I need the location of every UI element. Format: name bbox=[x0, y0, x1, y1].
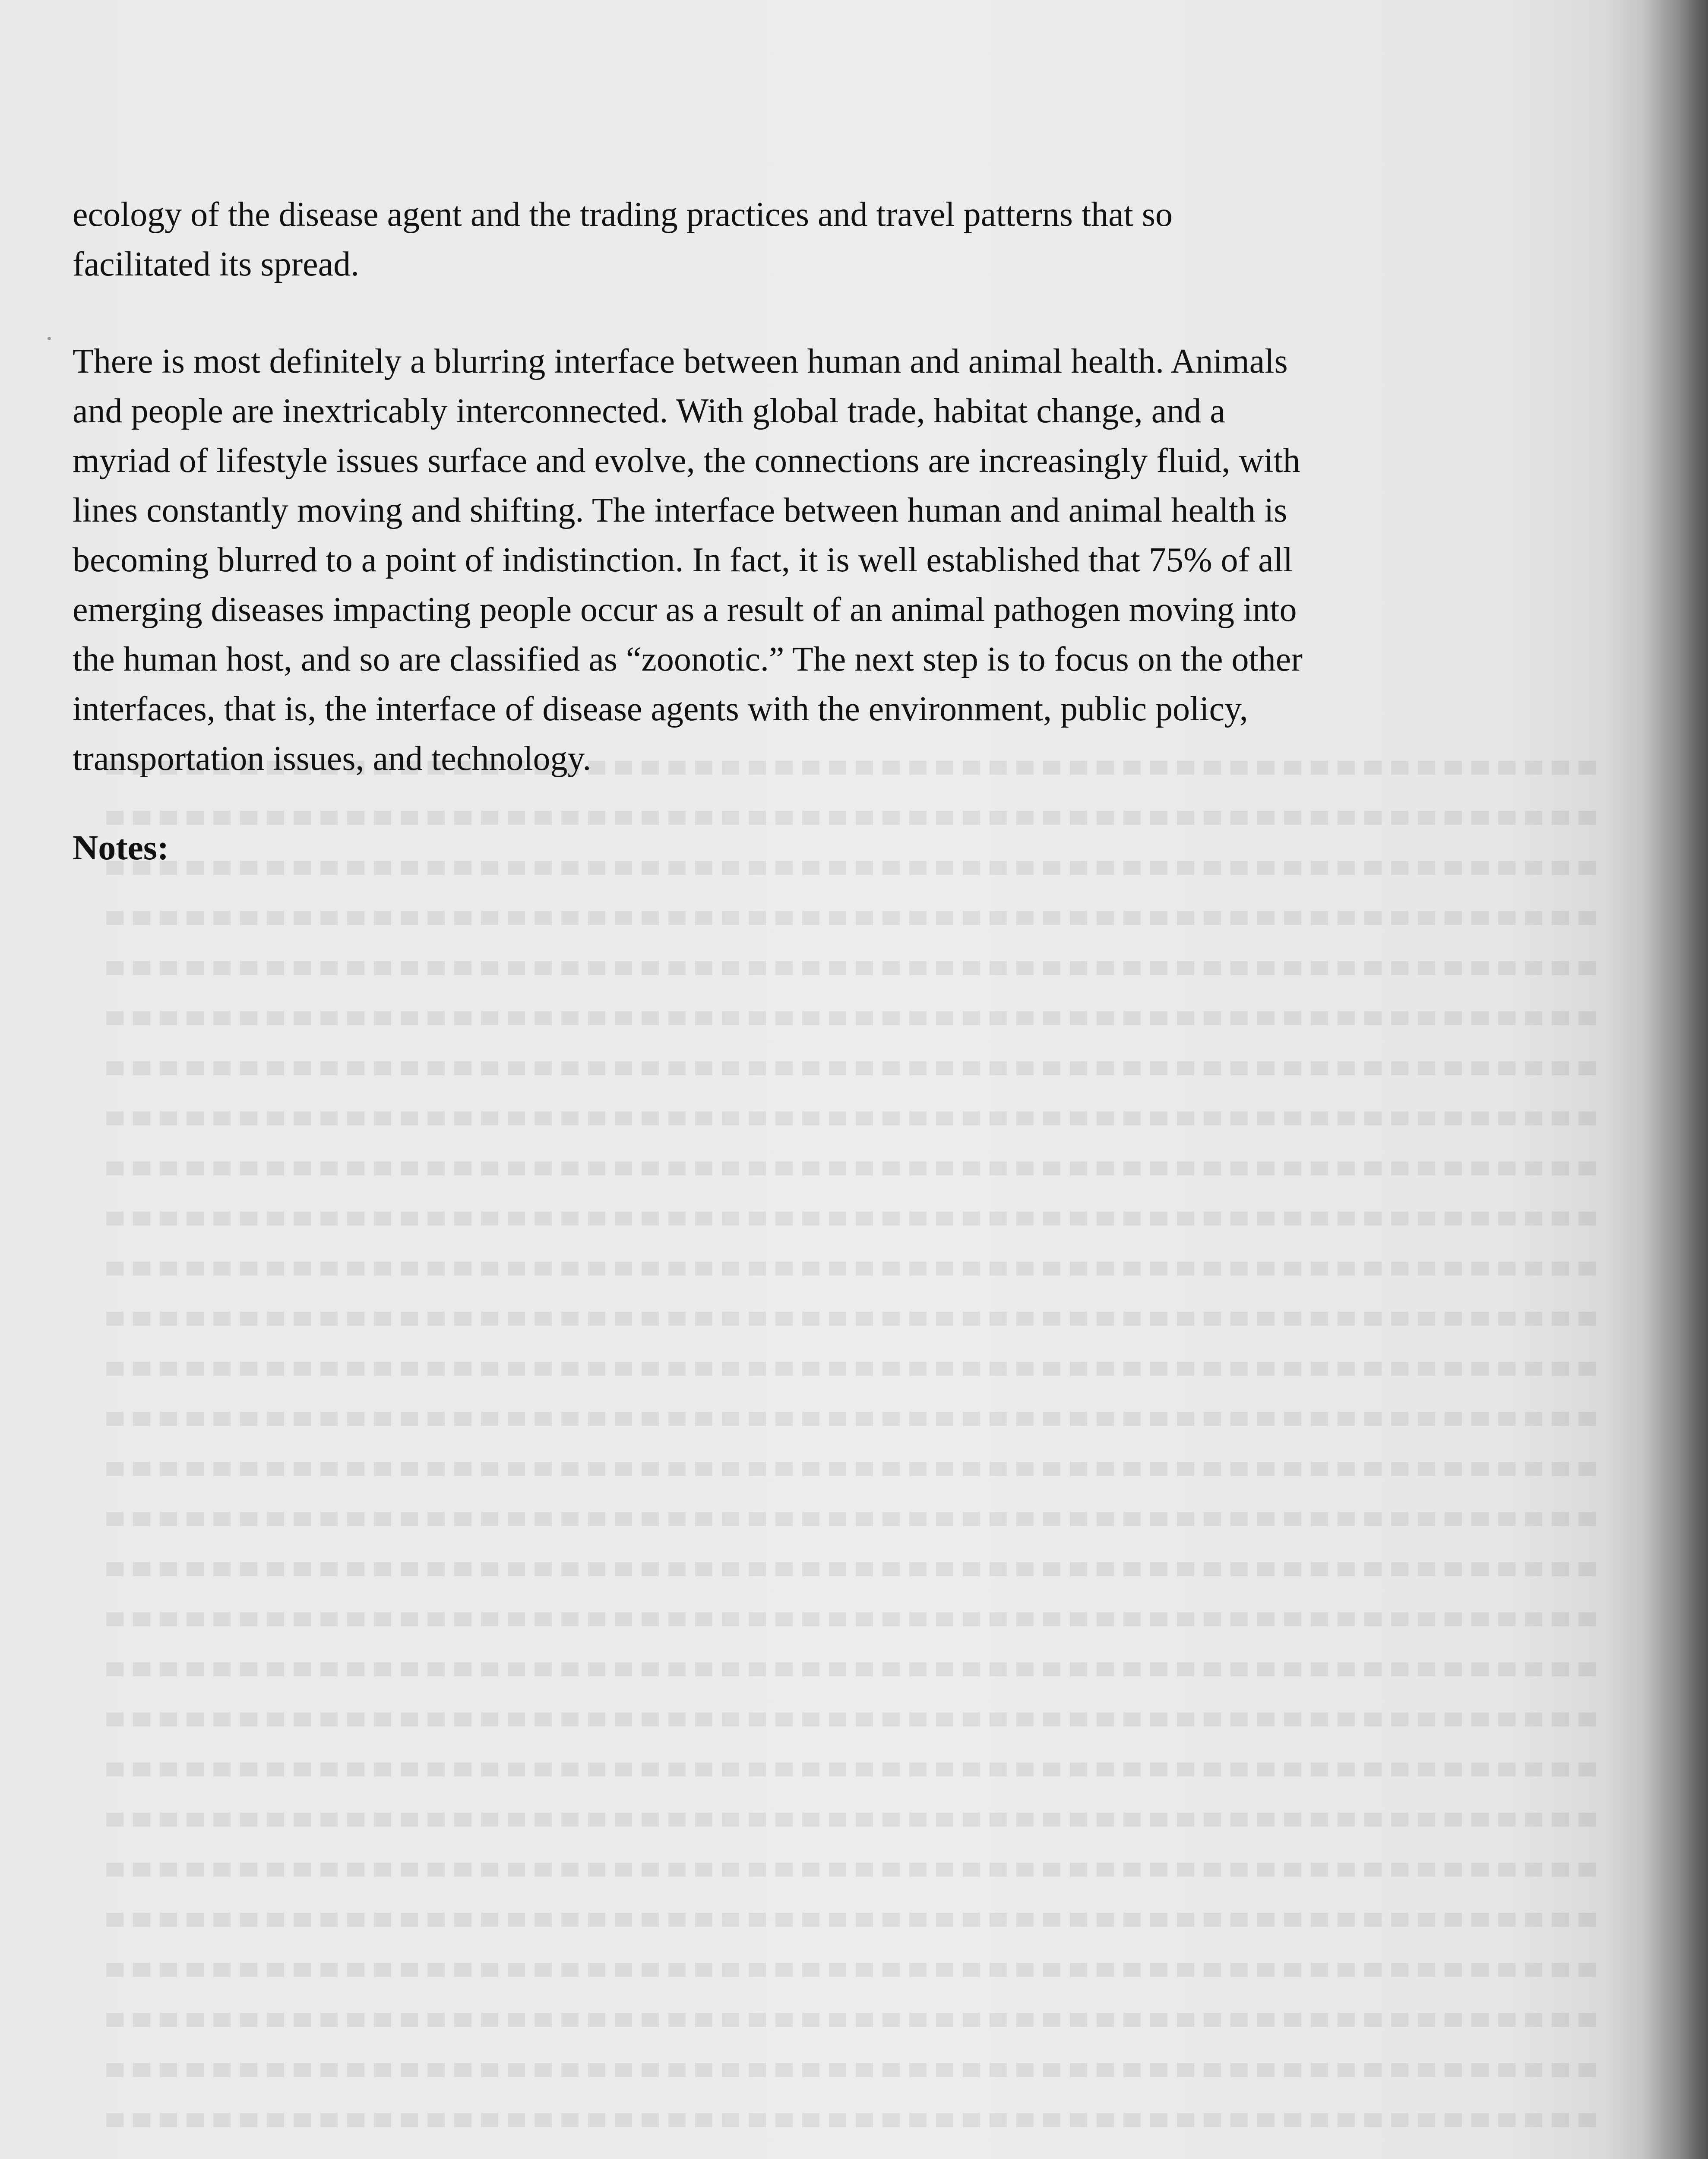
text-line: There is most definitely a blurring interface between human and animal health. Animals bbox=[73, 342, 1288, 380]
text-line: facilitated its spread. bbox=[73, 245, 360, 283]
text-line: becoming blurred to a point of indistinction. In fact, it is well established that 75% of all bbox=[73, 541, 1293, 579]
bleed-text-lines bbox=[102, 743, 1596, 2159]
binding-edge-shadow bbox=[1643, 0, 1708, 2159]
text-line: and people are inextricably interconnected. With global trade, habitat change, and a bbox=[73, 392, 1225, 430]
paragraph-continuation bbox=[73, 190, 1173, 289]
text-line: the human host, and so are classified as “zoonotic.” The next step is to focus on the other bbox=[73, 640, 1303, 678]
text-line: lines constantly moving and shifting. The interface between human and animal health is bbox=[73, 491, 1287, 529]
text-line: myriad of lifestyle issues surface and evolve, the connections are increasingly fluid, with bbox=[73, 442, 1300, 480]
text-line: transportation issues, and technology. bbox=[73, 740, 591, 778]
stray-mark bbox=[47, 337, 51, 340]
notes-heading: Notes: bbox=[73, 828, 169, 867]
text-line: ecology of the disease agent and the trading practices and travel patterns that so bbox=[73, 196, 1173, 234]
text-line: interfaces, that is, the interface of disease agents with the environment, public policy, bbox=[73, 690, 1248, 728]
paragraph-interface bbox=[73, 337, 1303, 784]
text-line: emerging diseases impacting people occur as a result of an animal pathogen moving into bbox=[73, 591, 1297, 629]
